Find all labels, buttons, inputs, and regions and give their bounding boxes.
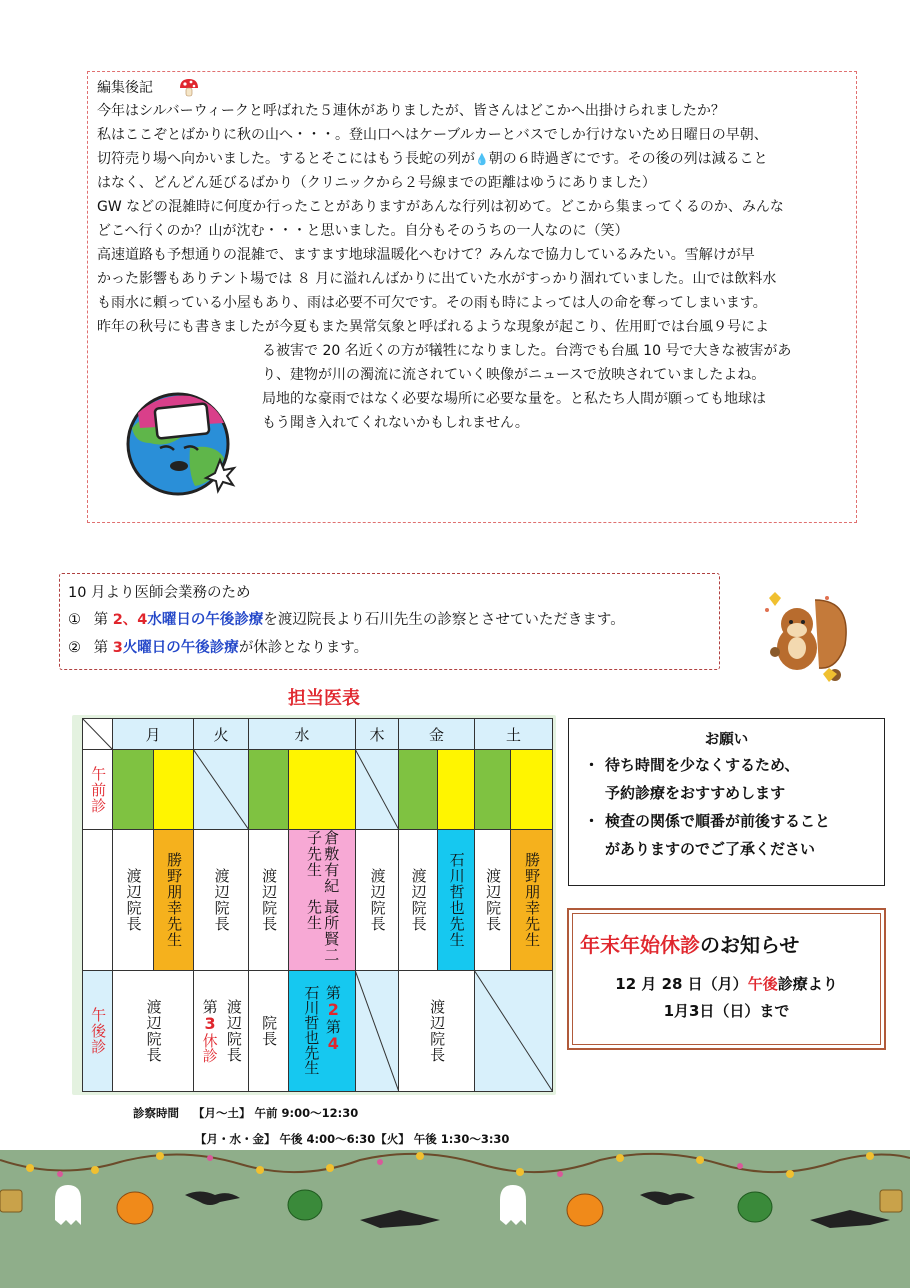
day-header-tue: 火 <box>193 718 249 750</box>
squirrel-illustration <box>757 590 857 685</box>
note-line: 昨年の秋号にも書きましたが今夏もまた異常気象と呼ばれるような現象が起こり、佐用町では台風９号によ <box>97 319 769 335</box>
mushroom-icon <box>178 78 200 98</box>
doctor-wed-bc <box>288 829 356 971</box>
day-header-thu: 木 <box>355 718 399 750</box>
note-line: はなく、どんどん延びるばかり（クリニックから２号線までの距離はゆうにありました） <box>97 175 656 191</box>
notice-item-1 <box>68 608 625 629</box>
am-mon-b <box>153 749 194 830</box>
diagonal-line <box>82 718 113 750</box>
pm-wed-weeks <box>323 985 341 1053</box>
pm-tue-closed-label: 休診 <box>200 1033 219 1063</box>
note-line: も雨水に頼っている小屋もあり、雨は必要不可欠です。その雨も時によっては人の命を奪ってしまいます。 <box>97 295 767 311</box>
pm-wed-week-num: 4 <box>323 1034 343 1053</box>
diagonal-line <box>355 749 399 830</box>
doctor-sat-a: 渡辺院長 <box>474 829 511 971</box>
pm-wed-doctor: 石川哲也先生 <box>302 985 321 1075</box>
notice-text: 第 <box>93 612 109 628</box>
pm-sat <box>474 970 553 1092</box>
row-label-am: 午前診 <box>82 749 113 830</box>
holiday-title-red: 年末年始休診 <box>580 933 700 957</box>
holiday-date-start: 12 月 28 日（月） <box>615 975 748 993</box>
day-header-mon: 月 <box>112 718 194 750</box>
holiday-title <box>580 929 799 958</box>
request-title: お願い <box>704 732 749 748</box>
notice-weeks: 2、4 <box>112 612 148 628</box>
am-thu <box>355 749 399 830</box>
doctor-mon-a: 渡辺院長 <box>112 829 154 971</box>
pm-wed-week-pre: 第 <box>323 985 342 1000</box>
pm-mon: 渡辺院長 <box>112 970 194 1092</box>
holiday-title-rest: のお知らせ <box>700 933 800 957</box>
day-header-fri: 金 <box>398 718 475 750</box>
request-bullet: ・ <box>584 756 600 774</box>
notice-num: ② <box>68 640 81 656</box>
notice-text: を渡辺院長より石川先生の診察とさせていただきます。 <box>263 612 625 628</box>
schedule-corner <box>82 718 113 750</box>
note-line: 局地的な豪雨ではなく必要な場所に必要な量を。と私たち人間が願っても地球は <box>262 391 766 407</box>
note-text: と <box>753 151 768 167</box>
pm-tue-closed <box>200 999 218 1063</box>
notice-heading: 10 月より医師会業務のため <box>68 585 251 601</box>
notice-text: が休診となります。 <box>238 640 369 656</box>
note-line: 今年はシルバーウィークと呼ばれた５連休がありましたが、皆さんはどこかへ出掛けられましたか？ <box>97 103 725 119</box>
note-text: 切符売り場へ向かいました。するとそこにはもう長蛇の列が <box>97 151 475 167</box>
pm-tue-week-num: 3 <box>200 1014 220 1033</box>
sick-earth-illustration <box>120 388 245 498</box>
pm-tue-week-pre: 第 <box>200 999 219 1014</box>
day-header-wed: 水 <box>248 718 356 750</box>
doctor-wed-b: 最所賢二 先生 <box>305 899 341 964</box>
note-line: る被害で 20 名近くの方が犠牲になりました。台湾でも台風 10 号で大きな被害があ <box>262 343 792 359</box>
holiday-text: 診療より <box>777 975 838 993</box>
holiday-line-1 <box>572 973 881 994</box>
row-label-pm: 午後診 <box>82 970 113 1092</box>
notice-item-2 <box>68 636 368 657</box>
droplet-icon: 💧 <box>475 153 489 166</box>
diagonal-line <box>193 749 249 830</box>
request-item-1b: 予約診療をおすすめします <box>605 784 786 802</box>
doctor-wed-a: 渡辺院長 <box>248 829 289 971</box>
request-bullet: ・ <box>584 812 600 830</box>
note-line: 高速道路も予想通りの混雑で、ますます地球温暖化へむけて？みんなで協力しているみたい。雪解けが早 <box>97 247 755 263</box>
note-line: り、建物が川の濁流に流されていく映像がニュースで放映されていましたよね。 <box>262 367 766 383</box>
diagonal-line <box>355 970 399 1092</box>
notice-weeks: 3 <box>112 640 123 656</box>
doctor-mon-b: 勝野朋幸先生 <box>153 829 194 971</box>
note-line <box>97 147 768 172</box>
row-label-am-cont <box>82 829 113 971</box>
hours-line-2: 【月・水・金】 午後 4:00～6:30【火】 午後 1:30～3:30 <box>195 1132 510 1146</box>
notice-day: 火曜日の午後診療 <box>122 640 239 656</box>
am-fri-b <box>437 749 475 830</box>
note-line: どこへ行くのか？山が沈む・・・と思いました。自分もそのうちの一人なのに（笑） <box>97 223 629 239</box>
schedule-title: 担当医表 <box>288 688 360 709</box>
doctor-fri-b: 石川哲也先生 <box>437 829 475 971</box>
doctor-tue: 渡辺院長 <box>193 829 249 971</box>
note-line: もう聞き入れてくれないかもしれません。 <box>262 415 529 431</box>
pm-wed-b <box>288 970 356 1092</box>
halloween-garland <box>0 1150 910 1288</box>
pm-tue <box>193 970 249 1092</box>
request-item-2b: がありますのでご了承ください <box>605 840 816 858</box>
doctor-wed-c: 倉敷有紀子先生 <box>305 830 341 894</box>
pm-fri: 渡辺院長 <box>398 970 475 1092</box>
doctor-thu: 渡辺院長 <box>355 829 399 971</box>
pm-thu <box>355 970 399 1092</box>
am-fri-a <box>398 749 438 830</box>
pm-wed-a: 院長 <box>248 970 289 1092</box>
notice-text: 第 <box>93 640 109 656</box>
diagonal-line <box>474 970 553 1092</box>
hours-label: 診察時間 <box>133 1106 179 1120</box>
request-item-2a: 検査の関係で順番が前後すること <box>605 812 831 830</box>
am-sat-b <box>510 749 553 830</box>
request-item-1a: 待ち時間を少なくするため、 <box>605 756 800 774</box>
doctor-sat-b: 勝野朋幸先生 <box>510 829 553 971</box>
am-sat-a <box>474 749 511 830</box>
note-text: 朝の６時過ぎにです。その後の列は減るこ <box>488 151 754 167</box>
pm-tue-doctor: 渡辺院長 <box>224 999 243 1063</box>
am-wed-b <box>288 749 356 830</box>
notice-num: ① <box>68 612 81 628</box>
editor-note-title: 編集後記 <box>97 80 153 96</box>
hours-line-1 <box>133 1105 358 1121</box>
pm-wed-week-pre: 第 <box>323 1019 342 1034</box>
am-wed-a <box>248 749 289 830</box>
day-header-sat: 土 <box>474 718 553 750</box>
note-line: かった影響もありテント場では ８ 月に溢れんばかりに出ていた水がすっかり涸れていました。山では飲料水 <box>97 271 777 287</box>
holiday-line-2: 1月3日（日）まで <box>663 1002 790 1020</box>
note-line: GW などの混雑時に何度か行ったことがありますがあんな行列は初めて。どこから集まってくるのか、みんな <box>97 199 784 215</box>
hours-value: 【月～土】 午前 9:00～12:30 <box>193 1106 359 1120</box>
am-tue <box>193 749 249 830</box>
am-mon-a <box>112 749 154 830</box>
pm-wed-week-num: 2 <box>323 1000 343 1019</box>
doctor-fri-a: 渡辺院長 <box>398 829 438 971</box>
note-line: 私はここぞとばかりに秋の山へ・・・。登山口へはケーブルカーとバスでしか行けないため日曜日の早朝、 <box>97 127 768 143</box>
holiday-pm: 午後 <box>747 975 778 993</box>
notice-day: 水曜日の午後診療 <box>147 612 264 628</box>
